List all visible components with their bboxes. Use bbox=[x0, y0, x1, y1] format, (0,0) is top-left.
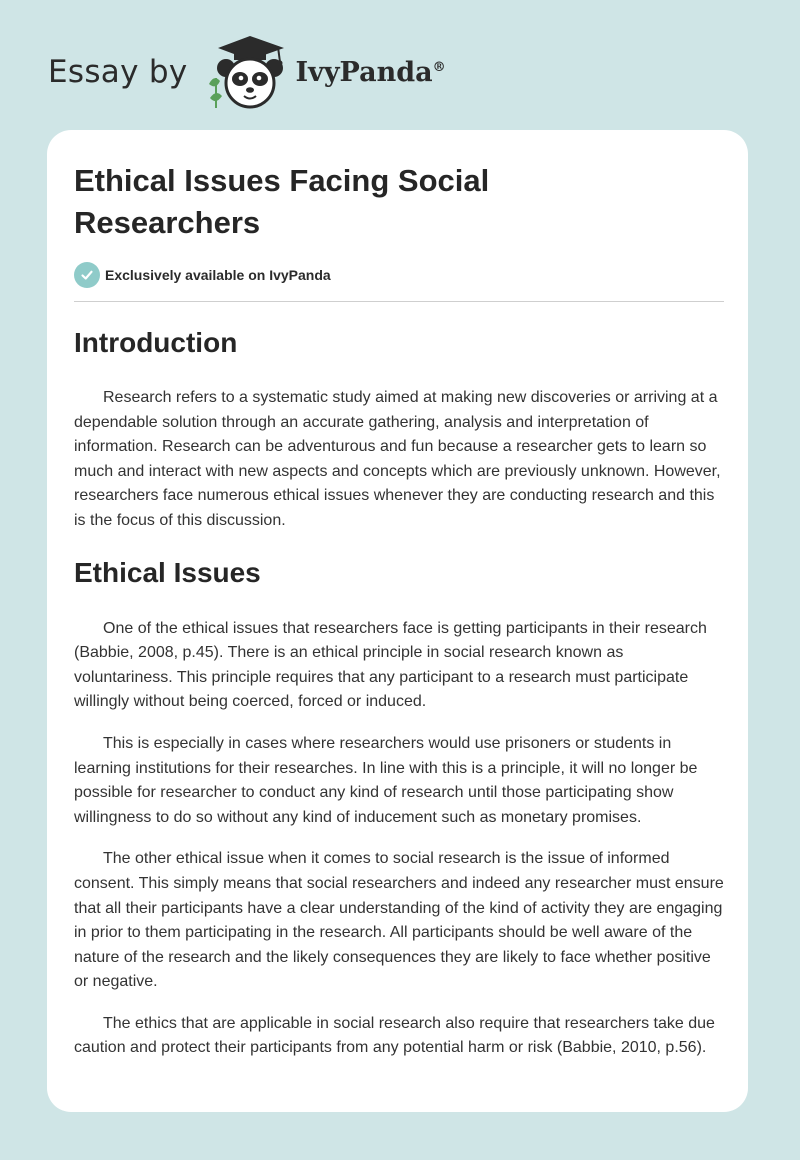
badge-label: Exclusively available on IvyPanda bbox=[105, 267, 331, 283]
essay-card bbox=[47, 130, 748, 1112]
registered-mark: ® bbox=[432, 59, 446, 75]
paragraph: Research refers to a systematic study aimed at making new discoveries or arriving at a dependable solution through an accurate gathering, analysis and interpretation of information. Research can be adventurous and fun because a researcher gets to learn so much and interact with new aspects and concepts which are previously unknown. However, researchers face numerous ethical issues whenever they are conducting research and this is the focus of this discussion. bbox=[74, 389, 721, 529]
section-introduction bbox=[74, 326, 724, 534]
brand-name bbox=[296, 57, 446, 88]
paragraph: The other ethical issue when it comes to social research is the issue of informed consent. This simply means that social researchers and indeed any researcher must ensure that all their participants have a clear understanding of the kind of activity they are engaging in prior to them participating in the research. All participants should be well aware of the nature of the research and the likely consequences they are likely to face whether positive or negative. bbox=[74, 850, 724, 991]
paragraph: One of the ethical issues that researchers face is getting participants in their research (Babbie, 2008, p.45). There is an ethical principle in social research known as voluntariness. This principle requires that any participant to a research must participate willingly without being coerced, forced or induced. bbox=[74, 619, 707, 711]
paragraph: This is especially in cases where researchers would use prisoners or students in learning institutions for their researches. In line with this is a principle, it will no longer be possible for researcher to conduct any kind of research until those participating show willingness to do so without any kind of inducement such as monetary promises. bbox=[74, 734, 698, 826]
essay-title: Ethical Issues Facing Social Researchers bbox=[74, 163, 490, 240]
section-ethical-issues bbox=[74, 556, 724, 1062]
title-divider bbox=[74, 301, 724, 302]
exclusive-badge bbox=[74, 262, 724, 288]
essay-content bbox=[74, 160, 724, 1061]
check-circle-icon bbox=[74, 262, 100, 288]
paragraph: The ethics that are applicable in social research also require that researchers take due caution and protect their participants from any potential harm or risk (Babbie, 2010, p.56). bbox=[74, 1014, 715, 1057]
brand-header bbox=[48, 34, 446, 110]
brand-name-text: IvyPanda bbox=[295, 56, 433, 88]
checkmark-icon bbox=[80, 268, 94, 282]
section-heading: Ethical Issues bbox=[74, 556, 261, 588]
essay-by-label: Essay by bbox=[48, 54, 188, 90]
section-heading: Introduction bbox=[74, 327, 238, 358]
ivypanda-logo-icon[interactable] bbox=[204, 34, 290, 110]
